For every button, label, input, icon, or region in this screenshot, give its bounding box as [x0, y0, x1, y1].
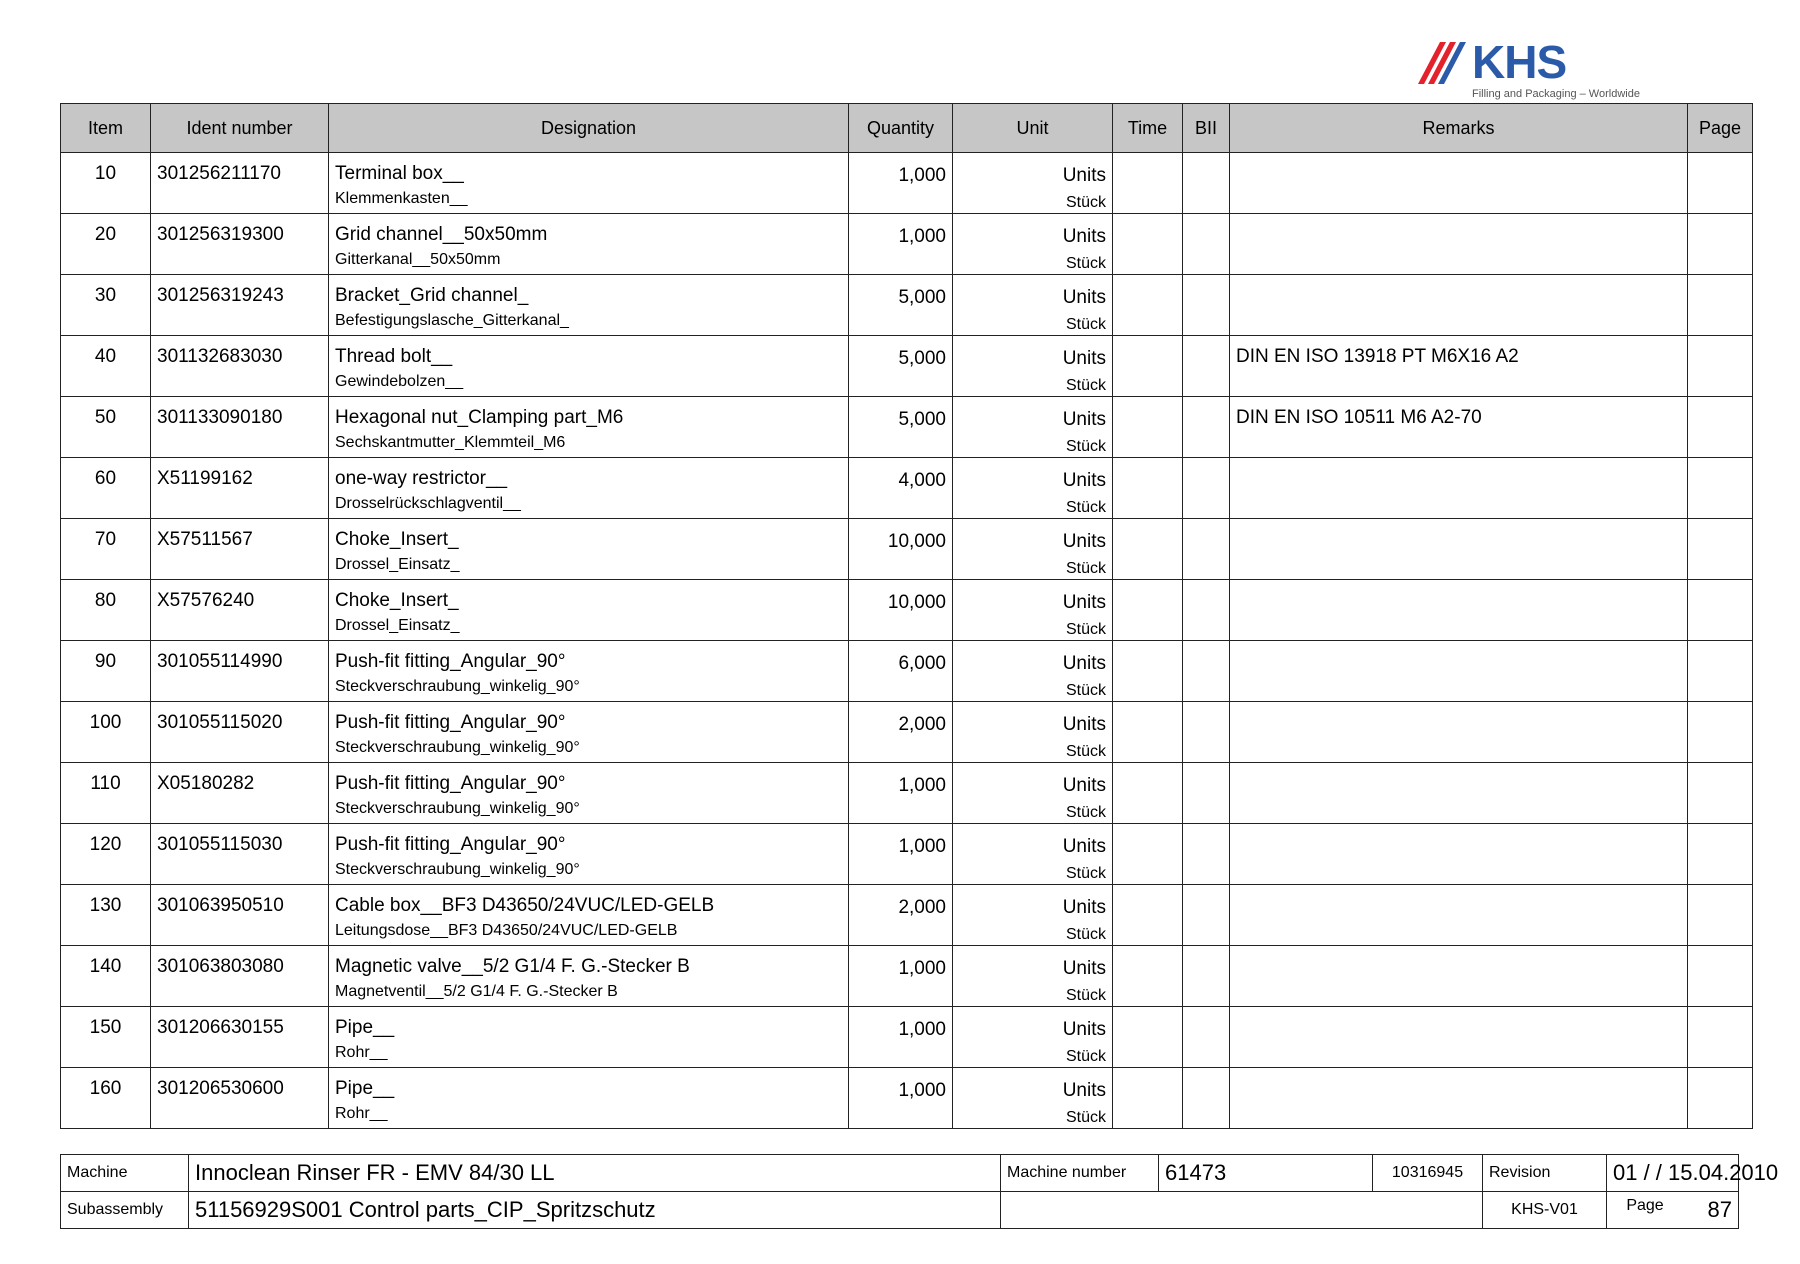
cell-remarks — [1230, 1068, 1688, 1129]
cell-page — [1688, 580, 1753, 641]
unit-german: Stück — [1065, 743, 1106, 760]
designation-german: Steckverschraubung_winkelig_90° — [335, 800, 580, 817]
cell-designation — [329, 1007, 849, 1068]
header-quantity: Quantity — [849, 104, 953, 153]
cell-ident-number: X57576240 — [151, 580, 329, 641]
designation-german: Magnetventil__5/2 G1/4 F. G.-Stecker B — [335, 983, 618, 1000]
cell-designation — [329, 641, 849, 702]
cell-unit — [953, 1007, 1113, 1068]
cell-unit — [953, 702, 1113, 763]
cell-quantity: 1,000 — [849, 1068, 953, 1129]
machine-value: Innoclean Rinser FR - EMV 84/30 LL — [189, 1155, 1001, 1192]
table-row — [61, 946, 1753, 1007]
table-row — [61, 580, 1753, 641]
cell-time — [1113, 397, 1183, 458]
unit-english: Units — [1062, 409, 1106, 430]
designation-english: Magnetic valve__5/2 G1/4 F. G.-Stecker B — [335, 956, 690, 977]
cell-quantity: 1,000 — [849, 824, 953, 885]
header-remarks: Remarks — [1230, 104, 1688, 153]
cell-quantity: 2,000 — [849, 702, 953, 763]
cell-item: 60 — [61, 458, 151, 519]
machine-number-label: Machine number — [1001, 1155, 1159, 1192]
cell-time — [1113, 458, 1183, 519]
cell-ident-number: X57511567 — [151, 519, 329, 580]
unit-german: Stück — [1065, 1109, 1106, 1126]
cell-time — [1113, 1007, 1183, 1068]
cell-unit — [953, 336, 1113, 397]
cell-quantity: 10,000 — [849, 519, 953, 580]
cell-remarks — [1230, 214, 1688, 275]
cell-page — [1688, 336, 1753, 397]
unit-english: Units — [1062, 592, 1106, 613]
cell-designation — [329, 336, 849, 397]
unit-german: Stück — [1065, 560, 1106, 577]
designation-english: Pipe__ — [335, 1017, 395, 1038]
cell-bii — [1183, 519, 1230, 580]
unit-english: Units — [1062, 165, 1106, 186]
table-row — [61, 397, 1753, 458]
cell-ident-number: 301133090180 — [151, 397, 329, 458]
unit-german: Stück — [1065, 499, 1106, 516]
parts-table — [60, 103, 1753, 1129]
designation-english: Grid channel__50x50mm — [335, 224, 548, 245]
cell-designation — [329, 946, 849, 1007]
cell-item: 140 — [61, 946, 151, 1007]
cell-item: 10 — [61, 153, 151, 214]
cell-item: 110 — [61, 763, 151, 824]
table-row — [61, 214, 1753, 275]
designation-german: Steckverschraubung_winkelig_90° — [335, 861, 580, 878]
cell-time — [1113, 946, 1183, 1007]
khs-logo — [1418, 36, 1640, 104]
cell-item: 100 — [61, 702, 151, 763]
unit-english: Units — [1062, 470, 1106, 491]
unit-english: Units — [1062, 348, 1106, 369]
cell-quantity: 4,000 — [849, 458, 953, 519]
cell-page — [1688, 702, 1753, 763]
cell-item: 130 — [61, 885, 151, 946]
cell-item: 90 — [61, 641, 151, 702]
unit-german: Stück — [1065, 316, 1106, 333]
cell-remarks — [1230, 824, 1688, 885]
cell-unit — [953, 946, 1113, 1007]
designation-english: Choke_Insert_ — [335, 529, 459, 550]
cell-remarks — [1230, 702, 1688, 763]
designation-english: Push-fit fitting_Angular_90° — [335, 773, 566, 794]
designation-german: Gitterkanal__50x50mm — [335, 251, 501, 268]
unit-english: Units — [1062, 653, 1106, 674]
cell-page — [1688, 946, 1753, 1007]
khs-logo-tagline: Filling and Packaging – Worldwide — [1472, 88, 1640, 100]
subassembly-value: 51156929S001 Control parts_CIP_Spritzschutz — [189, 1192, 1001, 1229]
cell-bii — [1183, 824, 1230, 885]
cell-unit — [953, 580, 1113, 641]
cell-page — [1688, 275, 1753, 336]
cell-time — [1113, 824, 1183, 885]
cell-unit — [953, 397, 1113, 458]
cell-page — [1688, 397, 1753, 458]
revision-label: Revision — [1483, 1155, 1607, 1192]
unit-german: Stück — [1065, 987, 1106, 1004]
cell-designation — [329, 214, 849, 275]
cell-quantity: 6,000 — [849, 641, 953, 702]
header-time: Time — [1113, 104, 1183, 153]
cell-ident-number: 301206630155 — [151, 1007, 329, 1068]
table-row — [61, 641, 1753, 702]
cell-item: 150 — [61, 1007, 151, 1068]
designation-english: Terminal box__ — [335, 163, 464, 184]
header-item: Item — [61, 104, 151, 153]
cell-ident-number: X51199162 — [151, 458, 329, 519]
designation-english: Thread bolt__ — [335, 346, 453, 367]
header-page: Page — [1688, 104, 1753, 153]
cell-remarks — [1230, 519, 1688, 580]
designation-english: Push-fit fitting_Angular_90° — [335, 834, 566, 855]
cell-ident-number: 301063950510 — [151, 885, 329, 946]
page-value: 87 — [1707, 1197, 1732, 1222]
cell-remarks: DIN EN ISO 10511 M6 A2-70 — [1230, 397, 1688, 458]
header-unit: Unit — [953, 104, 1113, 153]
cell-unit — [953, 824, 1113, 885]
cell-time — [1113, 275, 1183, 336]
unit-german: Stück — [1065, 1048, 1106, 1065]
table-row — [61, 336, 1753, 397]
cell-designation — [329, 519, 849, 580]
cell-designation — [329, 885, 849, 946]
designation-english: Push-fit fitting_Angular_90° — [335, 712, 566, 733]
designation-german: Drosselrückschlagventil__ — [335, 495, 521, 512]
cell-page — [1688, 214, 1753, 275]
designation-german: Drossel_Einsatz_ — [335, 617, 460, 634]
cell-remarks — [1230, 580, 1688, 641]
unit-german: Stück — [1065, 438, 1106, 455]
table-row — [61, 1007, 1753, 1068]
unit-german: Stück — [1065, 255, 1106, 272]
header-bii: BII — [1183, 104, 1230, 153]
designation-german: Rohr__ — [335, 1044, 388, 1061]
unit-german: Stück — [1065, 926, 1106, 943]
cell-page — [1688, 885, 1753, 946]
cell-remarks — [1230, 763, 1688, 824]
designation-english: Cable box__BF3 D43650/24VUC/LED-GELB — [335, 895, 715, 916]
parts-table-body — [61, 153, 1753, 1129]
cell-ident-number: 301206530600 — [151, 1068, 329, 1129]
cell-ident-number: 301055114990 — [151, 641, 329, 702]
cell-ident-number: 301256319243 — [151, 275, 329, 336]
unit-english: Units — [1062, 775, 1106, 796]
unit-english: Units — [1062, 1080, 1106, 1101]
unit-english: Units — [1062, 958, 1106, 979]
cell-designation — [329, 580, 849, 641]
cell-quantity: 1,000 — [849, 946, 953, 1007]
cell-time — [1113, 885, 1183, 946]
cell-item: 20 — [61, 214, 151, 275]
cell-unit — [953, 153, 1113, 214]
cell-item: 160 — [61, 1068, 151, 1129]
cell-page — [1688, 824, 1753, 885]
table-row — [61, 275, 1753, 336]
cell-time — [1113, 153, 1183, 214]
cell-item: 80 — [61, 580, 151, 641]
page-label: Page — [1626, 1197, 1664, 1214]
khs-logo-stripes-icon — [1418, 38, 1472, 86]
unit-german: Stück — [1065, 682, 1106, 699]
cell-unit — [953, 763, 1113, 824]
cell-designation — [329, 397, 849, 458]
unit-english: Units — [1062, 531, 1106, 552]
cell-bii — [1183, 1068, 1230, 1129]
cell-ident-number: X05180282 — [151, 763, 329, 824]
designation-german: Befestigungslasche_Gitterkanal_ — [335, 312, 569, 329]
title-block-empty-cell — [1001, 1192, 1483, 1229]
cell-ident-number: 301132683030 — [151, 336, 329, 397]
cell-time — [1113, 641, 1183, 702]
designation-english: one-way restrictor__ — [335, 468, 508, 489]
cell-ident-number: 301055115020 — [151, 702, 329, 763]
designation-english: Pipe__ — [335, 1078, 395, 1099]
table-row — [61, 885, 1753, 946]
unit-german: Stück — [1065, 804, 1106, 821]
cell-item: 70 — [61, 519, 151, 580]
cell-time — [1113, 702, 1183, 763]
cell-ident-number: 301256319300 — [151, 214, 329, 275]
revision-value: 01 / / 15.04.2010 — [1607, 1155, 1739, 1192]
title-block-row-subassembly — [61, 1192, 1739, 1229]
table-row — [61, 153, 1753, 214]
cell-item: 40 — [61, 336, 151, 397]
table-row — [61, 702, 1753, 763]
cell-quantity: 5,000 — [849, 275, 953, 336]
page-number-cell — [1607, 1192, 1739, 1229]
header-ident-number: Ident number — [151, 104, 329, 153]
cell-unit — [953, 214, 1113, 275]
cell-page — [1688, 763, 1753, 824]
unit-english: Units — [1062, 1019, 1106, 1040]
cell-designation — [329, 1068, 849, 1129]
unit-german: Stück — [1065, 377, 1106, 394]
table-row — [61, 824, 1753, 885]
unit-english: Units — [1062, 897, 1106, 918]
designation-english: Push-fit fitting_Angular_90° — [335, 651, 566, 672]
cell-remarks — [1230, 946, 1688, 1007]
designation-german: Sechskantmutter_Klemmteil_M6 — [335, 434, 566, 451]
cell-bii — [1183, 275, 1230, 336]
format-code: KHS-V01 — [1483, 1192, 1607, 1229]
cell-remarks — [1230, 153, 1688, 214]
cell-time — [1113, 214, 1183, 275]
cell-bii — [1183, 763, 1230, 824]
cell-quantity: 1,000 — [849, 214, 953, 275]
table-header-row — [61, 104, 1753, 153]
cell-quantity: 10,000 — [849, 580, 953, 641]
cell-time — [1113, 763, 1183, 824]
title-block — [60, 1154, 1779, 1229]
cell-bii — [1183, 214, 1230, 275]
unit-english: Units — [1062, 836, 1106, 857]
unit-german: Stück — [1065, 865, 1106, 882]
cell-designation — [329, 702, 849, 763]
designation-english: Bracket_Grid channel_ — [335, 285, 529, 306]
cell-designation — [329, 153, 849, 214]
designation-german: Leitungsdose__BF3 D43650/24VUC/LED-GELB — [335, 922, 678, 939]
designation-german: Steckverschraubung_winkelig_90° — [335, 678, 580, 695]
cell-bii — [1183, 946, 1230, 1007]
header-designation: Designation — [329, 104, 849, 153]
designation-german: Rohr__ — [335, 1105, 388, 1122]
cell-quantity: 5,000 — [849, 397, 953, 458]
cell-designation — [329, 763, 849, 824]
cell-bii — [1183, 580, 1230, 641]
cell-time — [1113, 519, 1183, 580]
khs-logo-wordmark: KHS — [1472, 36, 1567, 88]
cell-page — [1688, 458, 1753, 519]
cell-designation — [329, 275, 849, 336]
cell-bii — [1183, 885, 1230, 946]
cell-unit — [953, 519, 1113, 580]
cell-ident-number: 301055115030 — [151, 824, 329, 885]
cell-designation — [329, 458, 849, 519]
document-number: 10316945 — [1373, 1155, 1483, 1192]
unit-english: Units — [1062, 226, 1106, 247]
cell-ident-number: 301256211170 — [151, 153, 329, 214]
cell-page — [1688, 153, 1753, 214]
table-row — [61, 458, 1753, 519]
designation-german: Drossel_Einsatz_ — [335, 556, 460, 573]
cell-bii — [1183, 458, 1230, 519]
cell-remarks — [1230, 275, 1688, 336]
title-block-row-machine — [61, 1155, 1739, 1192]
cell-unit — [953, 641, 1113, 702]
cell-bii — [1183, 702, 1230, 763]
unit-german: Stück — [1065, 621, 1106, 638]
cell-quantity: 1,000 — [849, 153, 953, 214]
cell-remarks: DIN EN ISO 13918 PT M6X16 A2 — [1230, 336, 1688, 397]
cell-unit — [953, 275, 1113, 336]
cell-remarks — [1230, 641, 1688, 702]
unit-english: Units — [1062, 287, 1106, 308]
cell-quantity: 2,000 — [849, 885, 953, 946]
cell-ident-number: 301063803080 — [151, 946, 329, 1007]
cell-bii — [1183, 336, 1230, 397]
cell-item: 30 — [61, 275, 151, 336]
cell-bii — [1183, 1007, 1230, 1068]
cell-quantity: 1,000 — [849, 763, 953, 824]
machine-label: Machine — [61, 1155, 189, 1192]
cell-unit — [953, 458, 1113, 519]
cell-page — [1688, 641, 1753, 702]
cell-page — [1688, 1068, 1753, 1129]
table-row — [61, 519, 1753, 580]
designation-german: Gewindebolzen__ — [335, 373, 464, 390]
cell-bii — [1183, 153, 1230, 214]
cell-remarks — [1230, 885, 1688, 946]
cell-quantity: 1,000 — [849, 1007, 953, 1068]
cell-time — [1113, 580, 1183, 641]
cell-quantity: 5,000 — [849, 336, 953, 397]
cell-bii — [1183, 641, 1230, 702]
cell-remarks — [1230, 1007, 1688, 1068]
cell-designation — [329, 824, 849, 885]
cell-bii — [1183, 397, 1230, 458]
designation-german: Steckverschraubung_winkelig_90° — [335, 739, 580, 756]
table-row — [61, 763, 1753, 824]
unit-english: Units — [1062, 714, 1106, 735]
cell-page — [1688, 519, 1753, 580]
cell-page — [1688, 1007, 1753, 1068]
cell-unit — [953, 885, 1113, 946]
cell-item: 120 — [61, 824, 151, 885]
designation-german: Klemmenkasten__ — [335, 190, 468, 207]
cell-unit — [953, 1068, 1113, 1129]
cell-item: 50 — [61, 397, 151, 458]
table-row — [61, 1068, 1753, 1129]
cell-remarks — [1230, 458, 1688, 519]
designation-english: Choke_Insert_ — [335, 590, 459, 611]
unit-german: Stück — [1065, 194, 1106, 211]
cell-time — [1113, 1068, 1183, 1129]
cell-time — [1113, 336, 1183, 397]
subassembly-label: Subassembly — [61, 1192, 189, 1229]
machine-number-value: 61473 — [1159, 1155, 1373, 1192]
designation-english: Hexagonal nut_Clamping part_M6 — [335, 407, 624, 428]
